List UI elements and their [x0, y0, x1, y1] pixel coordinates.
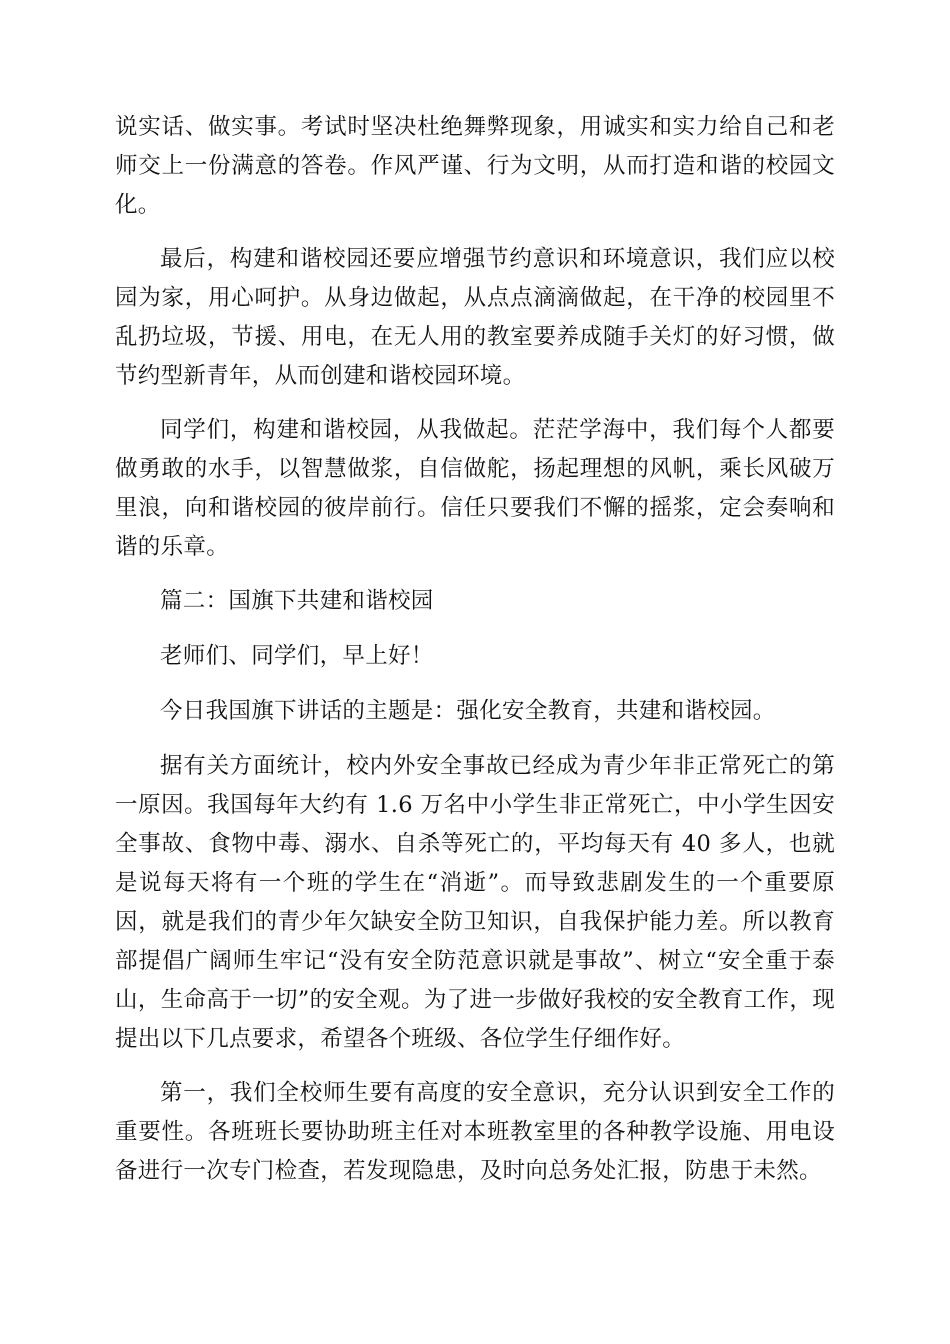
- paragraph-conservation: 最后，构建和谐校园还要应增强节约意识和环境意识，我们应以校园为家，用心呵护。从身边做起，从点点滴滴做起，在干净的校园里不乱扔垃圾，节援、用电，在无人用的教室要养成随手关灯的好习惯，做节约型新青年，从而创建和谐校园环境。: [115, 246, 835, 389]
- document-page: [115, 108, 835, 1206]
- paragraph-first-requirement: 第一，我们全校师生要有高度的安全意识，充分认识到安全工作的重要性。各班班长要协助班主任对本班教室里的各种教学设施、用电设备进行一次专门检查，若发现隐患，及时向总务处汇报，防患于未然。: [115, 1080, 835, 1184]
- greeting: 老师们、同学们，早上好！: [160, 643, 434, 669]
- speech-topic: 今日我国旗下讲话的主题是：强化安全教育，共建和谐校园。: [160, 698, 776, 724]
- paragraph-statistics: 据有关方面统计，校内外安全事故已经成为青少年非正常死亡的第一原因。我国每年大约有 1.6 万名中小学生非正常死亡，中小学生因安全事故、食物中毒、溺水、自杀等死亡的，平均每天有 40 多人，也就是说每天将有一个班的学生在“消逝”。而导致悲剧发生的一个重要原因，就是我们的青少年欠缺安全防卫知识，自我保护能力差。所以教育部提倡广阔师生牢记“没有安全防范意识就是事故”、树立“安全重于泰山，生命高于一切”的安全观。为了进一步做好我校的安全教育工作，现提出以下几点要求，希望各个班级、各位学生仔细作好。: [115, 753, 835, 1052]
- paragraph-continuation: 说实话、做实事。考试时坚决杜绝舞弊现象，用诚实和实力给自己和老师交上一份满意的答卷。作风严谨、行为文明，从而打造和谐的校园文化。: [115, 114, 835, 218]
- section-heading: 篇二：国旗下共建和谐校园: [160, 588, 434, 614]
- paragraph-closing: 同学们，构建和谐校园，从我做起。茫茫学海中，我们每个人都要做勇敢的水手，以智慧做浆，自信做舵，扬起理想的风帆，乘长风破万里浪，向和谐校园的彼岸前行。信任只要我们不懈的摇浆，定会奏响和谐的乐章。: [115, 417, 835, 560]
